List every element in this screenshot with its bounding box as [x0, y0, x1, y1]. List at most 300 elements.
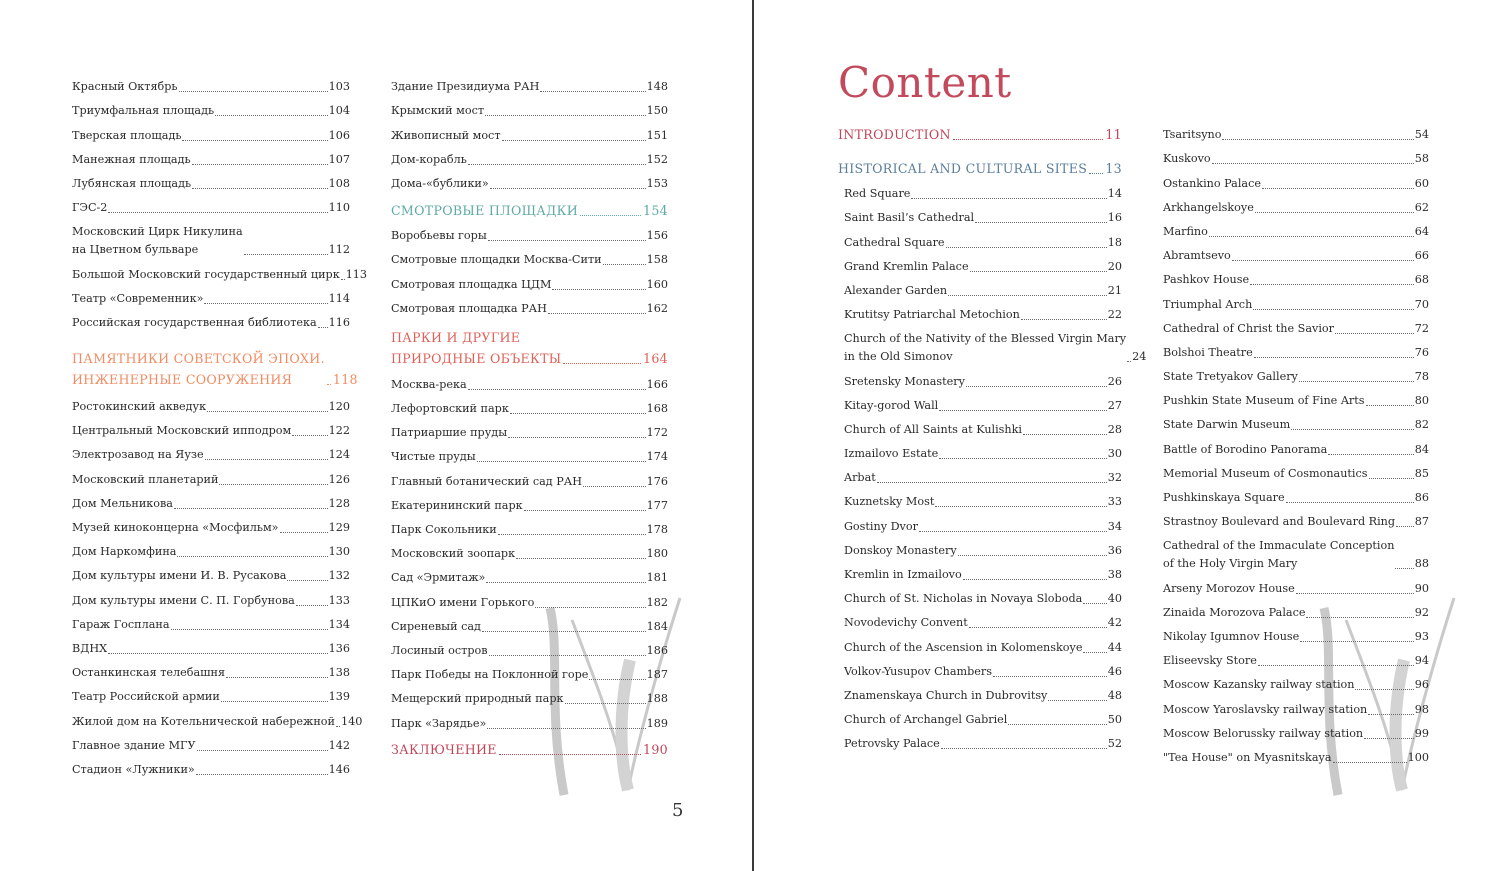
toc-page-number: 52	[1107, 737, 1122, 751]
toc-page-number: 152	[646, 152, 668, 166]
toc-page-number: 177	[646, 498, 668, 512]
leader-dots	[1232, 260, 1414, 261]
leader-dots	[1306, 617, 1413, 618]
toc-entry[interactable]	[72, 284, 350, 308]
toc-entry-title: Red Square	[844, 187, 911, 201]
toc-entry[interactable]	[72, 416, 350, 440]
toc-entry-title: Pashkov House	[1163, 273, 1250, 287]
leader-dots	[341, 279, 345, 280]
toc-entry[interactable]	[844, 276, 1122, 300]
toc-entry-title: Театр «Современник»	[72, 291, 204, 305]
toc-page-number: 162	[646, 301, 668, 315]
toc-entry-title: Church of Archangel Gabriel	[844, 713, 1008, 727]
toc-entry[interactable]	[72, 392, 350, 416]
toc-page-number: 26	[1107, 374, 1122, 388]
toc-entry[interactable]	[844, 487, 1122, 511]
toc-entry[interactable]	[844, 324, 1147, 366]
toc-page-number: 180	[646, 547, 668, 561]
toc-entry[interactable]	[391, 169, 668, 193]
toc-page-number: 16	[1107, 211, 1122, 225]
toc-page-number: 42	[1107, 616, 1122, 630]
toc-entry[interactable]	[1163, 241, 1429, 265]
leader-dots	[516, 558, 646, 559]
leader-dots	[468, 389, 646, 390]
leader-dots	[486, 582, 645, 583]
toc-entry-title: Москва-река	[391, 377, 467, 391]
toc-section-heading[interactable]	[391, 327, 668, 369]
toc-entry[interactable]	[844, 657, 1122, 681]
toc-section-title-line: ПАМЯТНИКИ СОВЕТСКОЙ ЭПОХИ.	[72, 350, 325, 366]
toc-entry[interactable]	[844, 203, 1122, 227]
toc-page-number: 96	[1414, 678, 1429, 692]
toc-entry-title: Moscow Yaroslavsky railway station	[1163, 702, 1368, 716]
toc-entry[interactable]	[1163, 743, 1429, 767]
toc-entry-title: Grand Kremlin Palace	[844, 259, 969, 273]
leader-dots	[963, 579, 1107, 580]
leader-dots	[1222, 139, 1413, 140]
toc-entry[interactable]	[844, 463, 1122, 487]
toc-column-right-2	[1163, 120, 1429, 767]
toc-entry[interactable]	[72, 259, 368, 283]
toc-page-number: 100	[1407, 750, 1429, 764]
toc-entry[interactable]	[844, 366, 1122, 390]
toc-page-number: 86	[1414, 491, 1429, 504]
toc-entry-title: Cathedral of Christ the Savior	[1163, 321, 1334, 335]
toc-page-number: 106	[328, 128, 350, 142]
toc-page-number: 60	[1414, 176, 1429, 190]
toc-page-number: 138	[328, 666, 350, 680]
toc-page-number: 62	[1414, 200, 1429, 214]
toc-entry[interactable]	[844, 729, 1122, 753]
leader-dots	[196, 774, 328, 775]
leader-dots	[1355, 689, 1413, 690]
leader-dots	[1369, 478, 1414, 479]
toc-entry[interactable]	[1163, 573, 1429, 597]
toc-entry-title: Memorial Museum of Cosmonautics	[1163, 466, 1368, 480]
toc-entry[interactable]	[391, 612, 668, 636]
toc-page-number: 85	[1414, 466, 1429, 480]
toc-entry-title: Triumphal Arch	[1163, 297, 1253, 311]
leader-dots	[502, 140, 646, 141]
toc-entry-title: Battle of Borodino Panorama	[1163, 442, 1328, 456]
toc-entry-title: Большой Московский государственный цирк	[72, 267, 340, 281]
toc-entry[interactable]	[391, 221, 668, 245]
toc-page-number: 188	[646, 692, 668, 706]
leader-dots	[508, 437, 646, 438]
toc-entry[interactable]	[391, 684, 668, 708]
toc-entry-title: Крымский мост	[391, 104, 485, 118]
toc-entry-title-line: на Цветном бульваре	[72, 243, 199, 257]
toc-entry[interactable]	[72, 308, 350, 332]
toc-entry-title: Парк «Зарядье»	[391, 716, 487, 730]
leader-dots	[548, 313, 646, 314]
toc-entry[interactable]	[1163, 459, 1429, 483]
toc-entry-title: Дом культуры имени С. П. Горбунова	[72, 593, 295, 607]
toc-entry-title: Donskoy Monastery	[844, 543, 957, 557]
toc-entry-title: Красный Октябрь	[72, 80, 178, 94]
toc-entry[interactable]	[72, 537, 350, 561]
toc-page-number: 66	[1414, 249, 1429, 263]
toc-page-number: 184	[646, 619, 668, 633]
toc-page-number: 24	[1132, 350, 1147, 364]
leader-dots	[215, 115, 328, 116]
toc-page-number: 187	[646, 668, 668, 682]
toc-entry[interactable]	[1163, 410, 1429, 434]
leader-dots	[1048, 700, 1106, 701]
toc-entry[interactable]	[844, 584, 1122, 608]
toc-entry-title: ВДНХ	[72, 641, 108, 655]
toc-entry-title: Манежная площадь	[72, 152, 191, 166]
toc-entry[interactable]	[1163, 265, 1429, 289]
toc-entry-title: ЦПКиО имени Горького	[391, 595, 535, 609]
toc-page-number: 139	[328, 690, 350, 704]
toc-entry[interactable]	[391, 72, 668, 96]
toc-entry-title: Krutitsy Patriarchal Metochion	[844, 308, 1020, 322]
leader-dots	[489, 655, 646, 656]
leader-dots	[589, 679, 645, 680]
toc-entry-title-line: Московский Цирк Никулина	[72, 225, 243, 239]
toc-entry[interactable]	[391, 442, 668, 466]
toc-entry-title: Парк Победы на Поклонной горе	[391, 668, 589, 682]
toc-page-number: 181	[646, 571, 668, 585]
toc-page-number: 142	[328, 738, 350, 752]
toc-entry[interactable]	[1163, 144, 1429, 168]
toc-entry[interactable]	[72, 706, 363, 730]
leader-dots	[1083, 652, 1106, 653]
toc-entry-title: Saint Basil’s Cathedral	[844, 211, 975, 225]
leader-dots	[975, 222, 1107, 223]
toc-entry[interactable]	[1163, 362, 1429, 386]
toc-entry-title: Kuskovo	[1163, 152, 1211, 166]
toc-entry-title: Дом-корабль	[391, 152, 467, 166]
right-page	[754, 0, 1507, 871]
leader-dots	[1368, 714, 1413, 715]
toc-page-number: 130	[328, 545, 350, 559]
toc-entry[interactable]	[391, 491, 668, 515]
toc-page-number: 76	[1414, 345, 1429, 359]
leader-dots	[1089, 173, 1103, 174]
toc-entry-title: Arseny Morozov House	[1163, 581, 1295, 595]
toc-page-number: 93	[1414, 629, 1429, 643]
toc-page-number: 94	[1414, 654, 1429, 668]
leader-dots	[911, 198, 1106, 199]
leader-dots	[287, 580, 327, 581]
toc-entry[interactable]	[391, 145, 668, 169]
toc-entry[interactable]	[1163, 314, 1429, 338]
leader-dots	[966, 386, 1107, 387]
toc-entry-title: Cathedral Square	[844, 235, 945, 249]
toc-page-number: 140	[341, 714, 363, 728]
toc-entry[interactable]	[844, 511, 1122, 535]
toc-entry[interactable]	[1163, 193, 1429, 217]
toc-column-left-1	[72, 72, 368, 779]
toc-entry[interactable]	[844, 536, 1122, 560]
toc-entry[interactable]	[72, 145, 350, 169]
toc-section-heading[interactable]	[391, 200, 668, 221]
toc-entry-title: Московский планетарий	[72, 472, 219, 486]
toc-page-number: 116	[328, 315, 350, 329]
toc-entry[interactable]	[844, 179, 1122, 203]
toc-entry[interactable]	[844, 300, 1122, 324]
toc-entry[interactable]	[1163, 694, 1429, 718]
toc-entry[interactable]	[391, 660, 668, 684]
toc-page-number: 68	[1414, 273, 1429, 287]
toc-page-number: 107	[328, 152, 350, 166]
toc-entry[interactable]	[844, 439, 1122, 463]
leader-dots	[1008, 724, 1106, 725]
leader-dots	[1209, 236, 1414, 237]
leader-dots	[524, 510, 646, 511]
toc-entry[interactable]	[1163, 289, 1429, 313]
toc-entry-title: Kitay-gorod Wall	[844, 398, 939, 412]
toc-entry-title: Kremlin in Izmailovo	[844, 568, 962, 581]
toc-entry-title: State Darwin Museum	[1163, 418, 1291, 432]
leader-dots	[948, 295, 1107, 296]
toc-entry-title: Триумфальная площадь	[72, 104, 215, 118]
toc-entry[interactable]	[1163, 622, 1429, 646]
toc-page-number: 129	[328, 521, 350, 534]
toc-page-number: 124	[328, 448, 350, 462]
toc-entry[interactable]	[72, 440, 350, 464]
toc-entry[interactable]	[72, 755, 350, 779]
toc-page-number: 182	[646, 595, 668, 609]
toc-entry-title: Church of St. Nicholas in Novaya Sloboda	[844, 592, 1083, 606]
leader-dots	[1396, 526, 1414, 527]
leader-dots	[1255, 212, 1414, 213]
leader-dots	[1333, 762, 1407, 763]
leader-dots	[1395, 568, 1413, 569]
leader-dots	[1335, 333, 1414, 334]
toc-entry[interactable]	[1163, 434, 1429, 458]
toc-entry-title: Church of All Saints at Kulishki	[844, 422, 1022, 436]
leader-dots	[468, 164, 646, 165]
toc-page-number: 84	[1414, 442, 1429, 456]
leader-dots	[1300, 641, 1413, 642]
toc-page-number: 108	[328, 176, 350, 190]
toc-entry[interactable]	[72, 658, 350, 682]
toc-entry-title: Воробьевы горы	[391, 229, 487, 243]
toc-page-number: 22	[1107, 308, 1122, 322]
toc-section-title	[72, 348, 325, 390]
toc-entry[interactable]	[844, 415, 1122, 439]
toc-entry[interactable]	[72, 682, 350, 706]
leader-dots	[174, 508, 328, 509]
toc-entry[interactable]	[844, 227, 1122, 251]
toc-entry[interactable]	[844, 252, 1122, 276]
toc-section-page: 118	[332, 371, 358, 387]
toc-entry[interactable]	[1163, 217, 1429, 241]
toc-page-number: 64	[1414, 224, 1429, 238]
toc-entry-title: Стадион «Лужники»	[72, 762, 195, 776]
toc-entry-title: Eliseevsky Store	[1163, 654, 1257, 668]
toc-entry[interactable]	[72, 731, 350, 755]
toc-entry-title: Дом Мельникова	[72, 496, 173, 510]
toc-section-title: HISTORICAL AND CULTURAL SITES	[838, 161, 1088, 176]
toc-entry[interactable]	[1163, 120, 1429, 144]
toc-page-number: 114	[328, 291, 350, 305]
toc-page-number: 38	[1107, 568, 1122, 581]
toc-entry[interactable]	[391, 294, 668, 318]
toc-section-heading[interactable]	[838, 124, 1122, 145]
toc-page-number: 27	[1107, 398, 1122, 412]
toc-section-page: 190	[643, 741, 668, 757]
toc-entry[interactable]	[1163, 598, 1429, 622]
toc-page-number: 14	[1107, 187, 1122, 201]
toc-entry[interactable]	[391, 120, 668, 144]
toc-page-number: 36	[1107, 543, 1122, 557]
toc-page-number: 18	[1107, 235, 1122, 249]
toc-page-number: 90	[1414, 581, 1429, 595]
toc-entry[interactable]	[391, 394, 668, 418]
leader-dots	[1286, 502, 1414, 503]
leader-dots	[919, 531, 1107, 532]
leader-dots	[540, 91, 645, 92]
toc-page-number: 44	[1107, 640, 1122, 654]
toc-section-heading[interactable]	[838, 158, 1122, 179]
toc-entry[interactable]	[72, 489, 350, 513]
toc-entry[interactable]	[391, 515, 668, 539]
toc-entry[interactable]	[844, 560, 1122, 584]
toc-entry[interactable]	[1163, 386, 1429, 410]
toc-section-page: 13	[1105, 161, 1122, 176]
leader-dots	[490, 188, 646, 189]
toc-entry-title: Zinaida Morozova Palace	[1163, 605, 1306, 619]
toc-page-number: 133	[328, 593, 350, 607]
toc-entry[interactable]	[1163, 483, 1429, 507]
leader-dots	[207, 411, 328, 412]
toc-entry[interactable]	[391, 96, 668, 120]
toc-entry-title: Мещерский природный парк	[391, 692, 564, 706]
toc-page-number: 92	[1414, 605, 1429, 619]
toc-entry[interactable]	[391, 418, 668, 442]
toc-entry-title: Дом Наркомфина	[72, 545, 177, 559]
toc-entry[interactable]	[72, 585, 350, 609]
toc-entry[interactable]	[391, 466, 668, 490]
toc-entry[interactable]	[72, 169, 350, 193]
toc-page-number: 50	[1107, 713, 1122, 727]
toc-entry[interactable]	[1163, 338, 1429, 362]
toc-page-number: 160	[646, 277, 668, 291]
toc-page-number: 33	[1107, 495, 1122, 509]
toc-entry[interactable]	[72, 193, 350, 217]
toc-entry-title: State Tretyakov Gallery	[1163, 370, 1298, 384]
leader-dots	[941, 748, 1107, 749]
toc-entry-title: Останкинская телебашня	[72, 666, 226, 680]
toc-page-number: 110	[328, 201, 350, 215]
toc-entry-title: Petrovsky Palace	[844, 737, 940, 751]
toc-entry[interactable]	[72, 120, 350, 144]
leader-dots	[1254, 357, 1414, 358]
leader-dots	[336, 726, 340, 727]
toc-entry[interactable]	[391, 708, 668, 732]
toc-entry[interactable]	[72, 561, 350, 585]
toc-entry[interactable]	[391, 539, 668, 563]
toc-entry[interactable]	[72, 464, 350, 488]
toc-entry[interactable]	[72, 610, 350, 634]
toc-page-number: 30	[1107, 447, 1122, 461]
toc-entry-title: Pushkin State Museum of Fine Arts	[1163, 394, 1365, 408]
toc-entry[interactable]	[844, 681, 1122, 705]
toc-page-number: 151	[646, 128, 668, 142]
toc-entry-title: Дом культуры имени И. В. Русакова	[72, 569, 287, 583]
toc-entry[interactable]	[1163, 507, 1429, 531]
toc-entry-title: Главный ботанический сад РАН	[391, 474, 582, 488]
toc-page-number: 103	[328, 80, 350, 94]
toc-entry[interactable]	[391, 269, 668, 293]
toc-entry-title: Moscow Belorussky railway station	[1163, 726, 1364, 740]
toc-page-number: 40	[1107, 592, 1122, 606]
toc-page-number: 21	[1107, 283, 1122, 297]
toc-entry-title: Kuznetsky Most	[844, 495, 935, 509]
leader-dots	[488, 240, 646, 241]
toc-entry[interactable]	[72, 634, 350, 658]
leader-dots	[197, 750, 328, 751]
toc-entry[interactable]	[391, 245, 668, 269]
toc-entry[interactable]	[1163, 531, 1429, 573]
toc-entry[interactable]	[844, 391, 1122, 415]
leader-dots	[108, 212, 327, 213]
leader-dots	[192, 164, 328, 165]
toc-entry[interactable]	[391, 587, 668, 611]
toc-entry-title: Church of the Ascension in Kolomenskoye	[844, 640, 1083, 654]
leader-dots	[219, 484, 327, 485]
toc-entry-title: Музей киноконцерна «Мосфильм»	[72, 521, 279, 534]
toc-entry-title-line: Cathedral of the Immaculate Conception	[1163, 539, 1395, 553]
leader-dots	[969, 627, 1107, 628]
toc-section-page: 164	[643, 350, 668, 366]
toc-entry[interactable]	[1163, 168, 1429, 192]
toc-section-heading[interactable]	[391, 739, 668, 760]
toc-entry-title: Российская государственная библиотека	[72, 315, 317, 329]
toc-entry-title: Екатерининский парк	[391, 498, 523, 512]
toc-entry-title: Смотровые площадки Москва-Сити	[391, 253, 602, 267]
toc-page-number: 46	[1107, 664, 1122, 678]
toc-entry-title: Театр Российской армии	[72, 690, 220, 704]
toc-entry[interactable]	[72, 217, 350, 259]
toc-entry-title: Arbat	[844, 471, 876, 485]
toc-entry-title: Живописный мост	[391, 128, 501, 142]
toc-section-title: ЗАКЛЮЧЕНИЕ	[391, 741, 497, 757]
toc-section-heading[interactable]	[72, 348, 358, 390]
toc-entry[interactable]	[844, 705, 1122, 729]
leader-dots	[1212, 163, 1414, 164]
toc-entry[interactable]	[72, 513, 350, 537]
toc-entry[interactable]	[391, 563, 668, 587]
toc-entry[interactable]	[1163, 670, 1429, 694]
leader-dots	[953, 139, 1103, 140]
toc-entry[interactable]	[72, 72, 350, 96]
toc-entry-title: Здание Президиума РАН	[391, 80, 540, 94]
toc-entry[interactable]	[391, 636, 668, 660]
toc-entry[interactable]	[844, 608, 1122, 632]
toc-entry-title: Moscow Kazansky railway station	[1163, 678, 1355, 692]
toc-entry-title: Strastnoy Boulevard and Boulevard Ring	[1163, 515, 1396, 529]
toc-entry[interactable]	[391, 370, 668, 394]
toc-entry-title: Znamenskaya Church in Dubrovitsy	[844, 688, 1048, 702]
toc-page-number: 99	[1414, 726, 1429, 740]
toc-entry[interactable]	[1163, 719, 1429, 743]
toc-entry[interactable]	[1163, 646, 1429, 670]
toc-entry[interactable]	[844, 632, 1122, 656]
toc-entry-title: Жилой дом на Котельнической набережной	[72, 714, 335, 728]
toc-page-number: 186	[646, 643, 668, 657]
toc-section-title-line: ПАРКИ И ДРУГИЕ	[391, 329, 521, 345]
leader-dots	[204, 303, 327, 304]
toc-page-number: 98	[1414, 702, 1429, 716]
toc-entry[interactable]	[72, 96, 350, 120]
toc-entry-title: Лосиный остров	[391, 643, 488, 657]
toc-page-number: 189	[646, 716, 668, 730]
